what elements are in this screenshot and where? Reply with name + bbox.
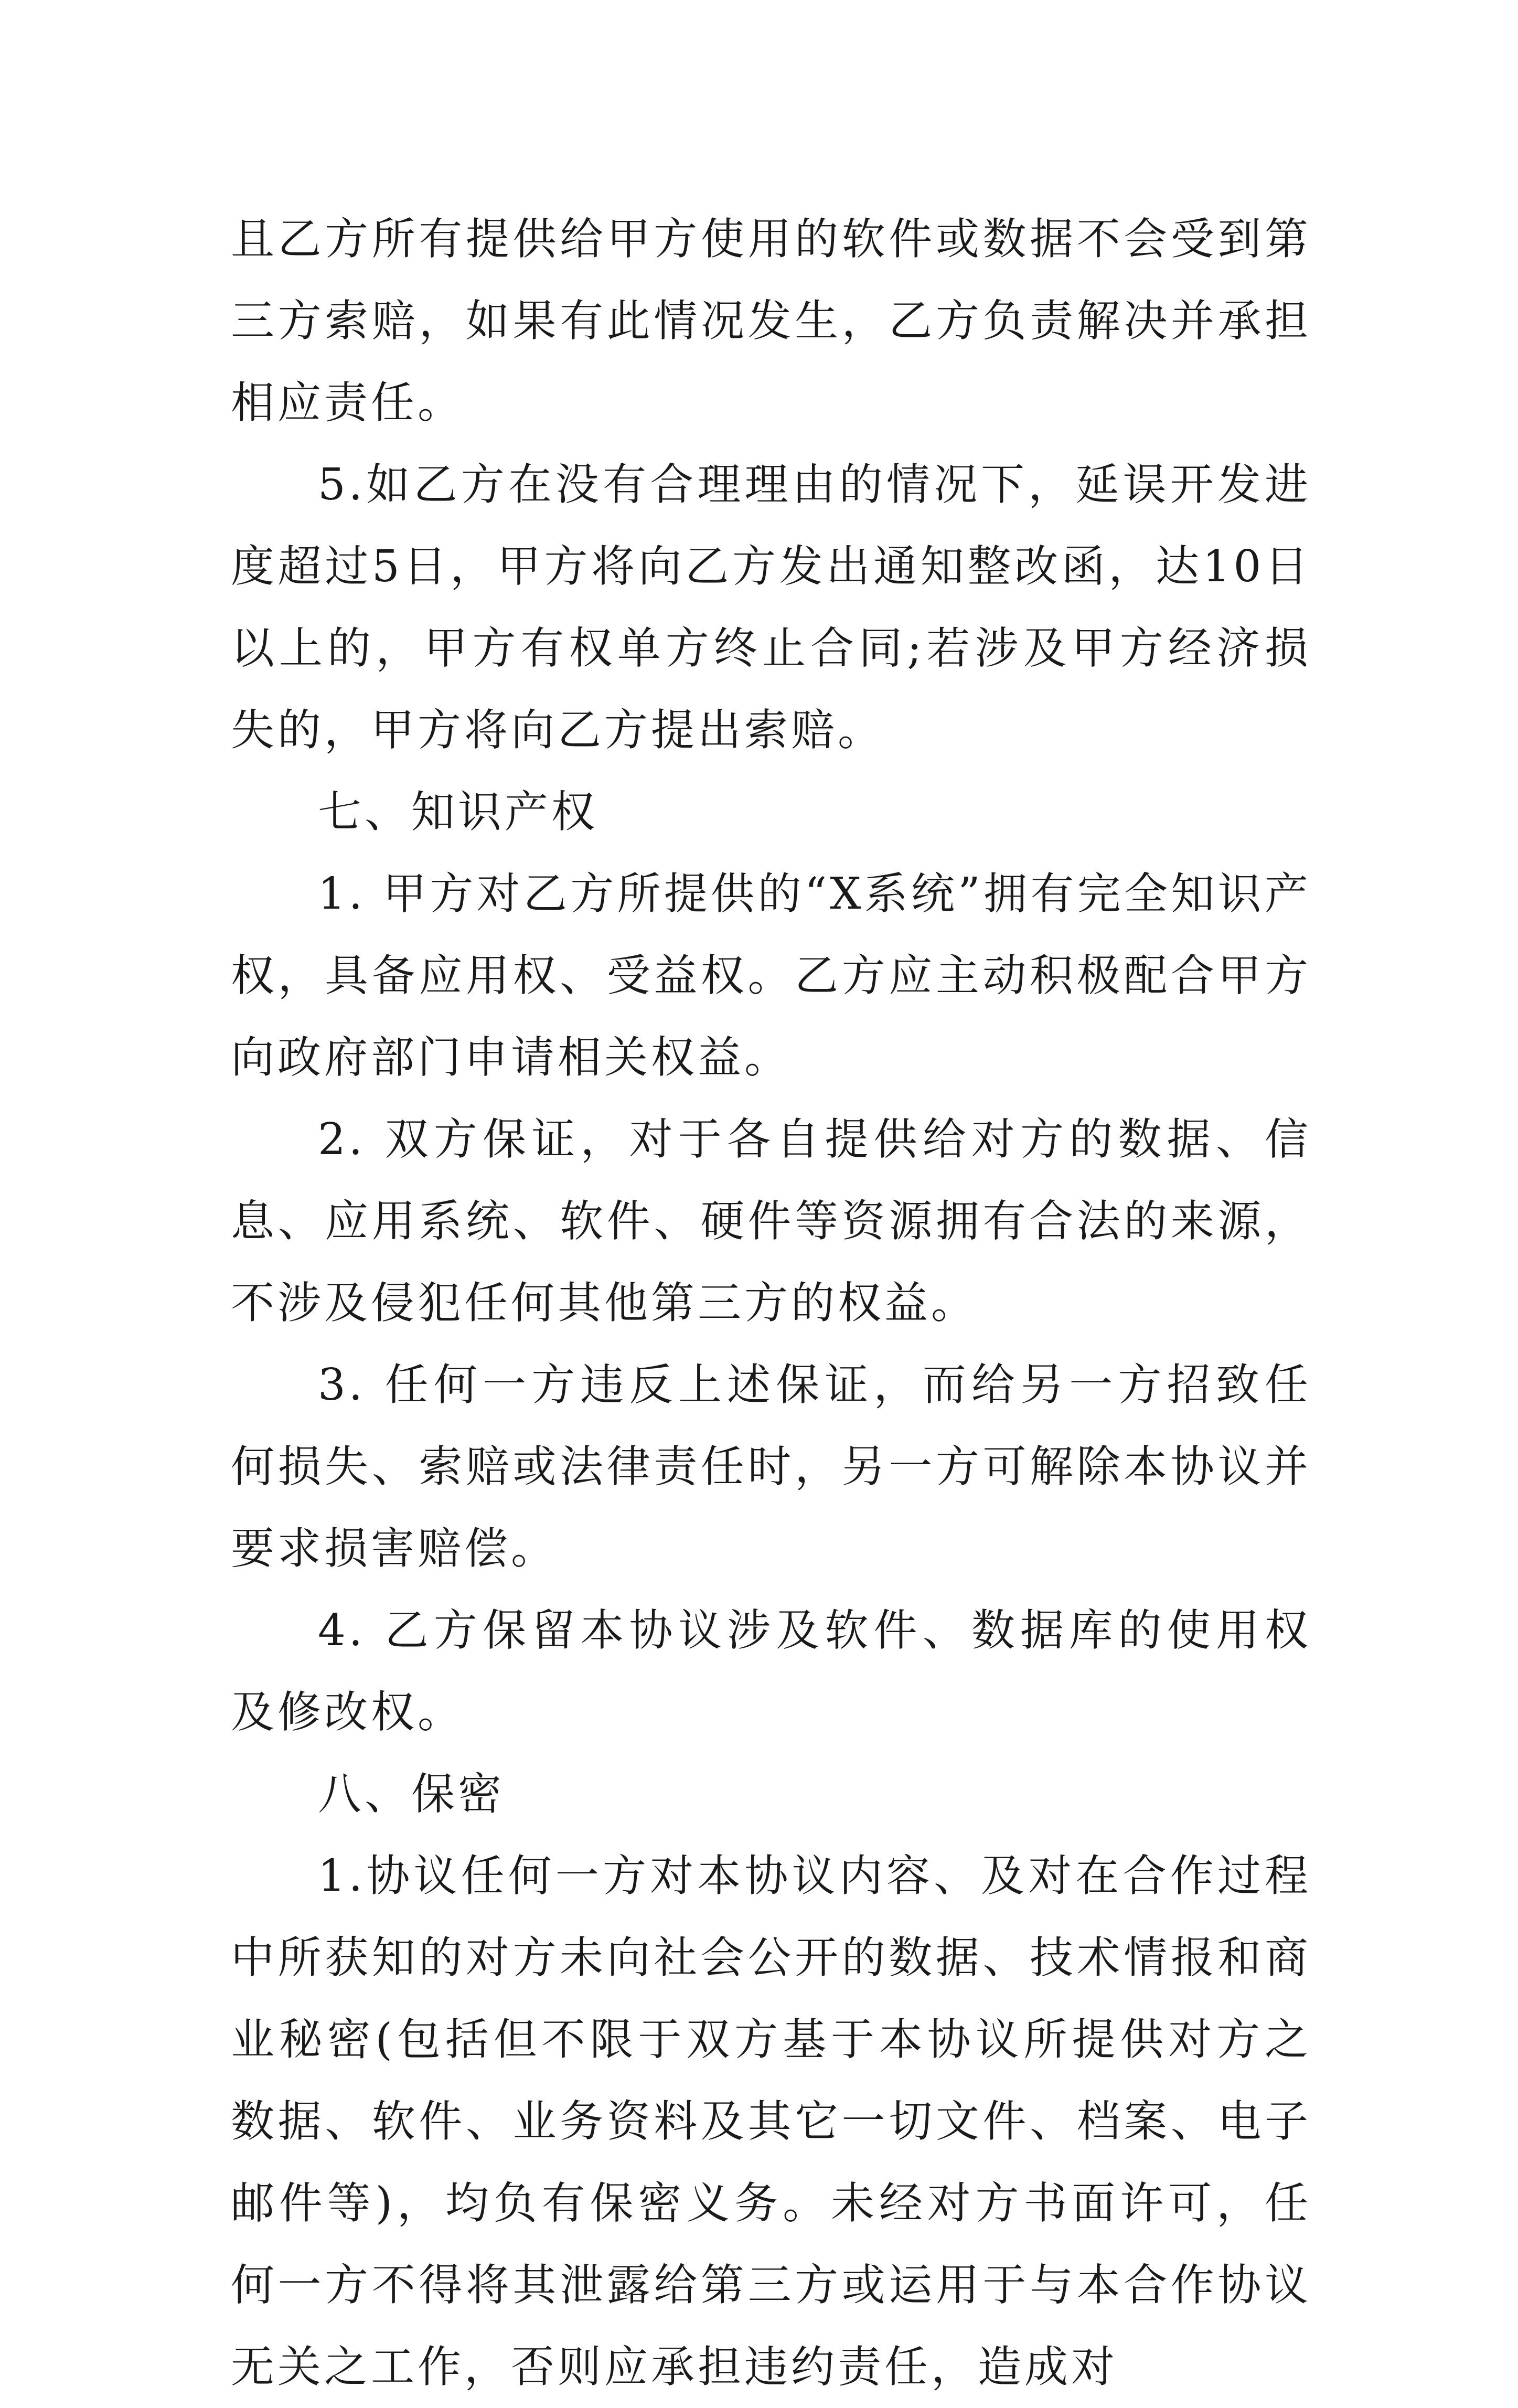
document-body — [231, 198, 1311, 2408]
section-heading-confidentiality: 八、保密 — [318, 1768, 505, 1819]
clause-8-1: 1.协议任何一方对本协议内容、及对在合作过程中所获知的对方未向社会公开的数据、技术情报和商业秘密(包括但不限于双方基于本协议所提供对方之数据、软件、业务资料及其它一切文件、档案、电子邮件等)，均负有保密义务。未经对方书面许可，任何一方不得将其泄露给第三方或运用于与本合作协议无关之工作，否则应承担违约责任，造成对 — [231, 1850, 1311, 2392]
section-heading-intellectual-property: 七、知识产权 — [318, 786, 598, 837]
paragraph-continuation: 且乙方所有提供给甲方使用的软件或数据不会受到第三方索赔，如果有此情况发生，乙方负责解决并承担相应责任。 — [231, 214, 1311, 428]
clause-7-1: 1. 甲方对乙方所提供的“X系统”拥有完全知识产权，具备应用权、受益权。乙方应主动积极配合甲方向政府部门申请相关权益。 — [231, 868, 1311, 1083]
clause-7-4: 4. 乙方保留本协议涉及软件、数据库的使用权及修改权。 — [231, 1605, 1311, 1738]
clause-6-5: 5.如乙方在没有合理理由的情况下，延误开发进度超过5日，甲方将向乙方发出通知整改函，达10日以上的，甲方有权单方终止合同;若涉及甲方经济损失的，甲方将向乙方提出索赔。 — [231, 459, 1311, 755]
clause-7-2: 2. 双方保证，对于各自提供给对方的数据、信息、应用系统、软件、硬件等资源拥有合法的来源，不涉及侵犯任何其他第三方的权益。 — [231, 1114, 1311, 1328]
clause-7-3: 3. 任何一方违反上述保证，而给另一方招致任何损失、索赔或法律责任时，另一方可解除本协议并要求损害赔偿。 — [231, 1359, 1311, 1574]
